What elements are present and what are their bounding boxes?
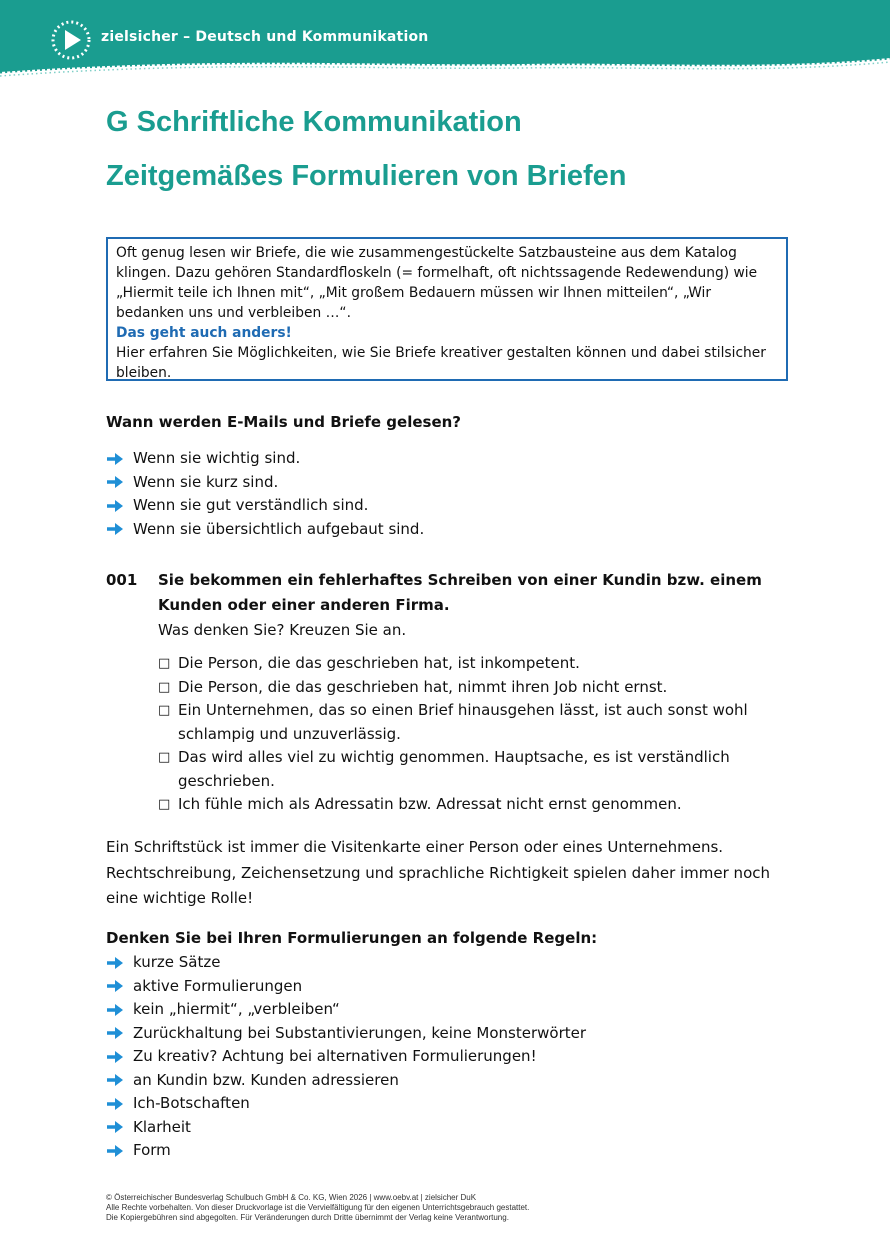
arrow-right-icon [106, 522, 133, 536]
list-item-text: aktive Formulierungen [133, 976, 303, 995]
task-number: 001 [106, 571, 138, 589]
checkbox-option[interactable] [158, 793, 786, 817]
list-item-text: Ich-Botschaften [133, 1094, 250, 1112]
list-item-text: Wenn sie übersichtlich aufgebaut sind. [133, 519, 425, 538]
intro-highlight: Das geht auch anders! [116, 325, 292, 341]
list-item-text: Zurückhaltung bei Substantivierungen, keine Monsterwörter [133, 1023, 587, 1042]
list-item [106, 1116, 586, 1140]
checkbox[interactable]: □ [158, 797, 171, 812]
checkbox-label: Ich fühle mich als Adressatin bzw. Adressat nicht ernst genommen. [178, 795, 682, 813]
arrow-right-icon [106, 1073, 133, 1087]
checkbox-option[interactable] [158, 699, 786, 746]
arrow-right-icon [106, 1026, 133, 1040]
checkbox-option[interactable] [158, 676, 786, 700]
reading-list [106, 447, 424, 541]
list-item [106, 951, 586, 975]
banner-title: zielsicher – Deutsch und Kommunikation [101, 29, 429, 45]
rules-title: Denken Sie bei Ihren Formulierungen an folgende Regeln: [106, 929, 598, 947]
task-question: Sie bekommen ein fehlerhaftes Schreiben von einer Kundin bzw. einem Kunden oder einer anderen Firma. [158, 571, 762, 614]
list-item-text: Wenn sie wichtig sind. [133, 449, 301, 467]
arrow-right-icon [106, 956, 133, 970]
checkbox[interactable]: □ [158, 656, 171, 671]
arrow-right-icon [106, 475, 133, 489]
list-item-text: an Kundin bzw. Kunden adressieren [133, 1070, 399, 1089]
checkbox-label: Die Person, die das geschrieben hat, nimmt ihren Job nicht ernst. [178, 677, 668, 696]
arrow-right-icon [106, 452, 133, 466]
list-item-text: Wenn sie kurz sind. [133, 472, 279, 491]
list-item [106, 1045, 586, 1069]
chapter-heading: G Schriftliche Kommunikation [106, 106, 522, 138]
list-item [106, 447, 424, 471]
checkbox-label: Das wird alles viel zu wichtig genommen. Hauptsache, es ist verständlich geschrieben. [178, 748, 730, 790]
list-item-text: Zu kreativ? Achtung bei alternativen Formulierungen! [133, 1047, 537, 1065]
rules-list [106, 951, 586, 1163]
checkbox-option[interactable] [158, 652, 786, 676]
checkbox[interactable]: □ [158, 679, 171, 695]
list-item-text: Klarheit [133, 1117, 191, 1136]
intro-box [106, 237, 788, 381]
arrow-right-icon [106, 1003, 133, 1017]
visiting-card-paragraph: Ein Schriftstück ist immer die Visitenkarte einer Person oder eines Unternehmens. Rechtschreibung, Zeichensetzung und sprachliche Richtigkeit spielen daher immer noch eine wichtige Rolle! [106, 838, 770, 907]
topic-heading: Zeitgemäßes Formulieren von Briefen [106, 160, 627, 192]
list-item [106, 975, 586, 999]
task-001 [106, 568, 786, 817]
checkbox-label: Die Person, die das geschrieben hat, ist inkompetent. [178, 654, 580, 672]
arrow-right-icon [106, 1144, 133, 1158]
reading-title: Wann werden E-Mails und Briefe gelesen? [106, 413, 461, 431]
arrow-right-icon [106, 499, 133, 513]
list-item [106, 518, 424, 542]
checkbox-option[interactable] [158, 746, 786, 793]
play-circle-icon [50, 19, 92, 61]
footer-fees: Die Kopiergebühren sind abgegolten. Für Veränderungen durch Dritte übernimmt der Verlag keine Verantwortung. [106, 1213, 509, 1222]
list-item-text: kein „hiermit“, „verbleiben“ [133, 1000, 340, 1018]
task-instruction: Was denken Sie? Kreuzen Sie an. [158, 621, 407, 639]
intro-closing: Hier erfahren Sie Möglichkeiten, wie Sie Briefe kreativer gestalten können und dabei stilsicher bleiben. [116, 345, 766, 381]
footer-copyright: © Österreichischer Bundesverlag Schulbuch GmbH & Co. KG, Wien 2026 | www.oebv.at | zielsicher DuK [106, 1193, 477, 1202]
checkbox-label: Ein Unternehmen, das so einen Brief hinausgehen lässt, ist auch sonst wohl schlampig und unzuverlässig. [178, 701, 748, 743]
list-item-text: Wenn sie gut verständlich sind. [133, 496, 369, 514]
footer-rights: Alle Rechte vorbehalten. Von dieser Druckvorlage ist die Vervielfältigung für den eigenen Unterrichtsgebrauch gestattet. [106, 1203, 530, 1212]
checkbox-list [158, 652, 786, 817]
checkbox[interactable]: □ [158, 750, 171, 765]
arrow-right-icon [106, 979, 133, 993]
arrow-right-icon [106, 1050, 133, 1064]
list-item [106, 1092, 586, 1116]
footer [106, 1193, 529, 1223]
arrow-right-icon [106, 1120, 133, 1134]
intro-text: Oft genug lesen wir Briefe, die wie zusammengestückelte Satzbausteine aus dem Katalog klingen. Dazu gehören Standardfloskeln (= formelhaft, oft nichtssagende Redewendung) wie „Hiermit teile ich Ihnen mit“, „Mit großem Bedauern müssen wir Ihnen mitteilen“, „Wir bedanken uns und verbleiben …“. [116, 245, 758, 321]
list-item [106, 1022, 586, 1046]
list-item [106, 471, 424, 495]
list-item [106, 1139, 586, 1163]
list-item [106, 1069, 586, 1093]
list-item-text: Form [133, 1141, 171, 1159]
list-item [106, 998, 586, 1022]
checkbox[interactable]: □ [158, 703, 171, 718]
arrow-right-icon [106, 1097, 133, 1111]
header-banner [0, 0, 890, 80]
list-item-text: kurze Sätze [133, 953, 221, 971]
list-item [106, 494, 424, 518]
